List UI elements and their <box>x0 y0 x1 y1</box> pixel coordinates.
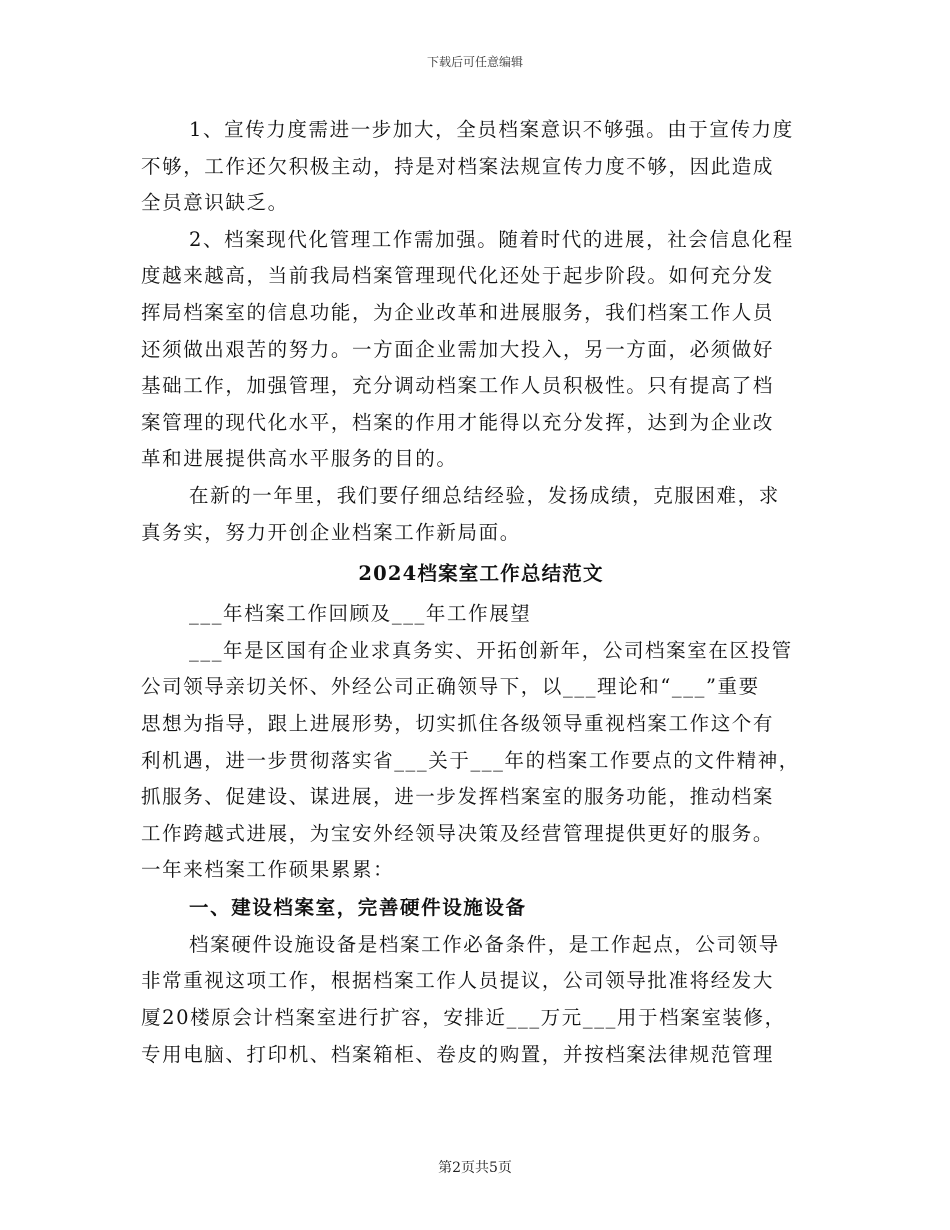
paragraph-line: 在新的一年里，我们要仔细总结经验，发扬成绩，克服困难，求 <box>189 483 780 507</box>
paragraph-line: 抓服务、促建设、谋进展，进一步发挥档案室的服务功能，推动档案 <box>141 785 775 809</box>
paragraph-line: 非常重视这项工作，根据档案工作人员提议，公司领导批准将经发大 <box>141 969 775 993</box>
paragraph-line: ___年是区国有企业求真务实、开拓创新年，公司档案室在区投管 <box>189 638 793 662</box>
document-body <box>141 112 821 1073</box>
paragraph-line: 1、宣传力度需进一步加大，全员档案意识不够强。由于宣传力度 <box>189 118 794 141</box>
paragraph-line: 还须做出艰苦的努力。一方面企业需加大投入，另一方面，必须做好 <box>141 337 775 361</box>
paragraph-line: 厦20楼原会计档案室进行扩容，安排近___万元___用于档案室装修， <box>141 1006 786 1030</box>
paragraph-line: 专用电脑、打印机、档案箱柜、卷皮的购置，并按档案法律规范管理 <box>141 1042 775 1066</box>
paragraph-line: 档案硬件设施设备是档案工作必备条件，是工作起点，公司领导 <box>189 932 780 956</box>
paragraph-line: 全员意识缺乏。 <box>141 191 289 215</box>
paragraph-line: 度越来越高，当前我局档案管理现代化还处于起步阶段。如何充分发 <box>141 264 775 288</box>
page-number: 第2页共5页 <box>438 1160 512 1176</box>
section-heading: 一、建设档案室，完善硬件设施设备 <box>189 895 527 919</box>
paragraph-line: 挥局档案室的信息功能，为企业改革和进展服务，我们档案工作人员 <box>141 300 775 324</box>
paragraph-line: 一年来档案工作硕果累累： <box>141 858 395 882</box>
paragraph-line: 公司领导亲切关怀、外经公司正确领导下，以___理论和“___”重要 <box>141 675 760 699</box>
paragraph-line: 不够，工作还欠积极主动，持是对档案法规宣传力度不够，因此造成 <box>141 154 775 178</box>
header-note: 下载后可任意编辑 <box>426 55 523 69</box>
paragraph-line: ___年档案工作回顾及___年工作展望 <box>189 602 532 626</box>
paragraph-line: 基础工作，加强管理，充分调动档案工作人员积极性。只有提高了档 <box>141 374 775 398</box>
paragraph-line: 革和进展提供高水平服务的目的。 <box>141 447 458 471</box>
paragraph-line: 真务实，努力开创企业档案工作新局面。 <box>141 520 521 544</box>
paragraph-line: 思想为指导，跟上进展形势，切实抓住各级领导重视档案工作这个有 <box>141 711 775 735</box>
paragraph-line: 工作跨越式进展，为宝安外经领导决策及经营管理提供更好的服务。 <box>141 821 775 845</box>
paragraph-line: 案管理的现代化水平，档案的作用才能得以充分发挥，达到为企业改 <box>141 410 775 434</box>
document-title: 2024档案室工作总结范文 <box>358 562 604 586</box>
paragraph-line: 利机遇，进一步贯彻落实省___关于___年的档案工作要点的文件精神， <box>141 748 800 772</box>
paragraph-line: 2、档案现代化管理工作需加强。随着时代的进展，社会信息化程 <box>189 227 794 251</box>
